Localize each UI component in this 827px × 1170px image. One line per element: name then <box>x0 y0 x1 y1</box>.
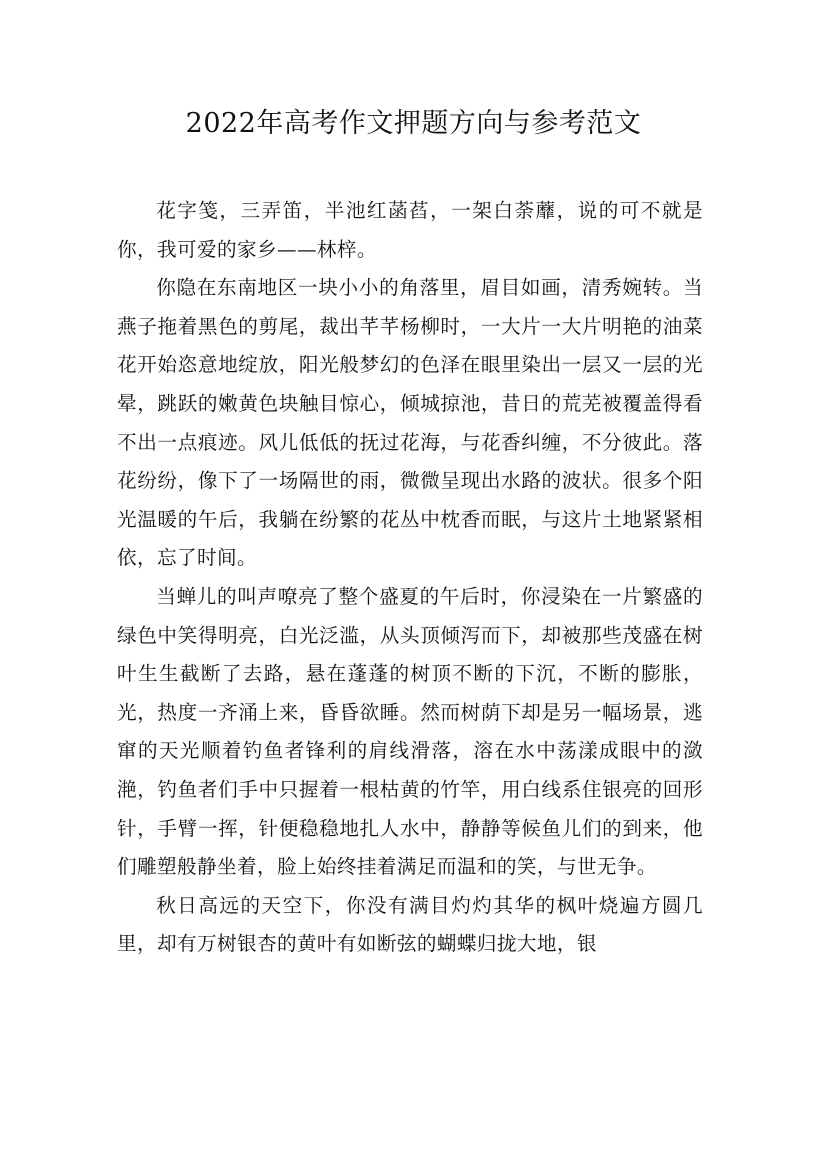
paragraph-autumn: 秋日高远的天空下，你没有满目灼灼其华的枫叶烧遍方圆几里，却有万树银杏的黄叶有如断弦的蝴蝶归拢大地，银 <box>117 893 703 956</box>
paragraph-summer: 当蝉儿的叫声嘹亮了整个盛夏的午后时，你浸染在一片繁盛的绿色中笑得明亮，白光泛滥，从头顶倾泻而下，却被那些茂盛在树叶生生截断了去路，悬在蓬蓬的树顶不断的下沉，不断的膨胀，光，热度一齐涌上来，昏昏欲睡。然而树荫下却是另一幅场景，逃窜的天光顺着钓鱼者锋利的肩线滑落，溶在水中荡漾成眼中的潋滟，钓鱼者们手中只握着一根枯黄的竹竿，用白线系住银亮的回形针，手臂一挥，针便稳稳地扎人水中，静静等候鱼儿们的到来，他们雕塑般静坐着，脸上始终挂着满足而温和的笑，与世无争。 <box>117 584 703 879</box>
paragraph-spring: 你隐在东南地区一块小小的角落里，眉目如画，清秀婉转。当燕子拖着黑色的剪尾，裁出芊芊杨柳时，一大片一大片明艳的油菜花开始恣意地绽放，阳光般梦幻的色泽在眼里染出一层又一层的光晕，跳跃的嫩黄色块触目惊心，倾城掠池，昔日的荒芜被覆盖得看不出一点痕迹。风儿低低的抚过花海，与花香纠缠，不分彼此。落花纷纷，像下了一场隔世的雨，微微呈现出水路的波状。很多个阳光温暖的午后，我躺在纷繁的花丛中枕香而眠，与这片土地紧紧相依，忘了时间。 <box>117 276 703 570</box>
document-body <box>117 192 703 964</box>
paragraph-hometown-intro: 花字笺，三弄笛，半池红菡萏，一架白荼蘼，说的可不就是你，我可爱的家乡——林梓。 <box>117 199 703 261</box>
document-title: 2022年高考作文押题方向与参考范文 <box>185 108 642 139</box>
